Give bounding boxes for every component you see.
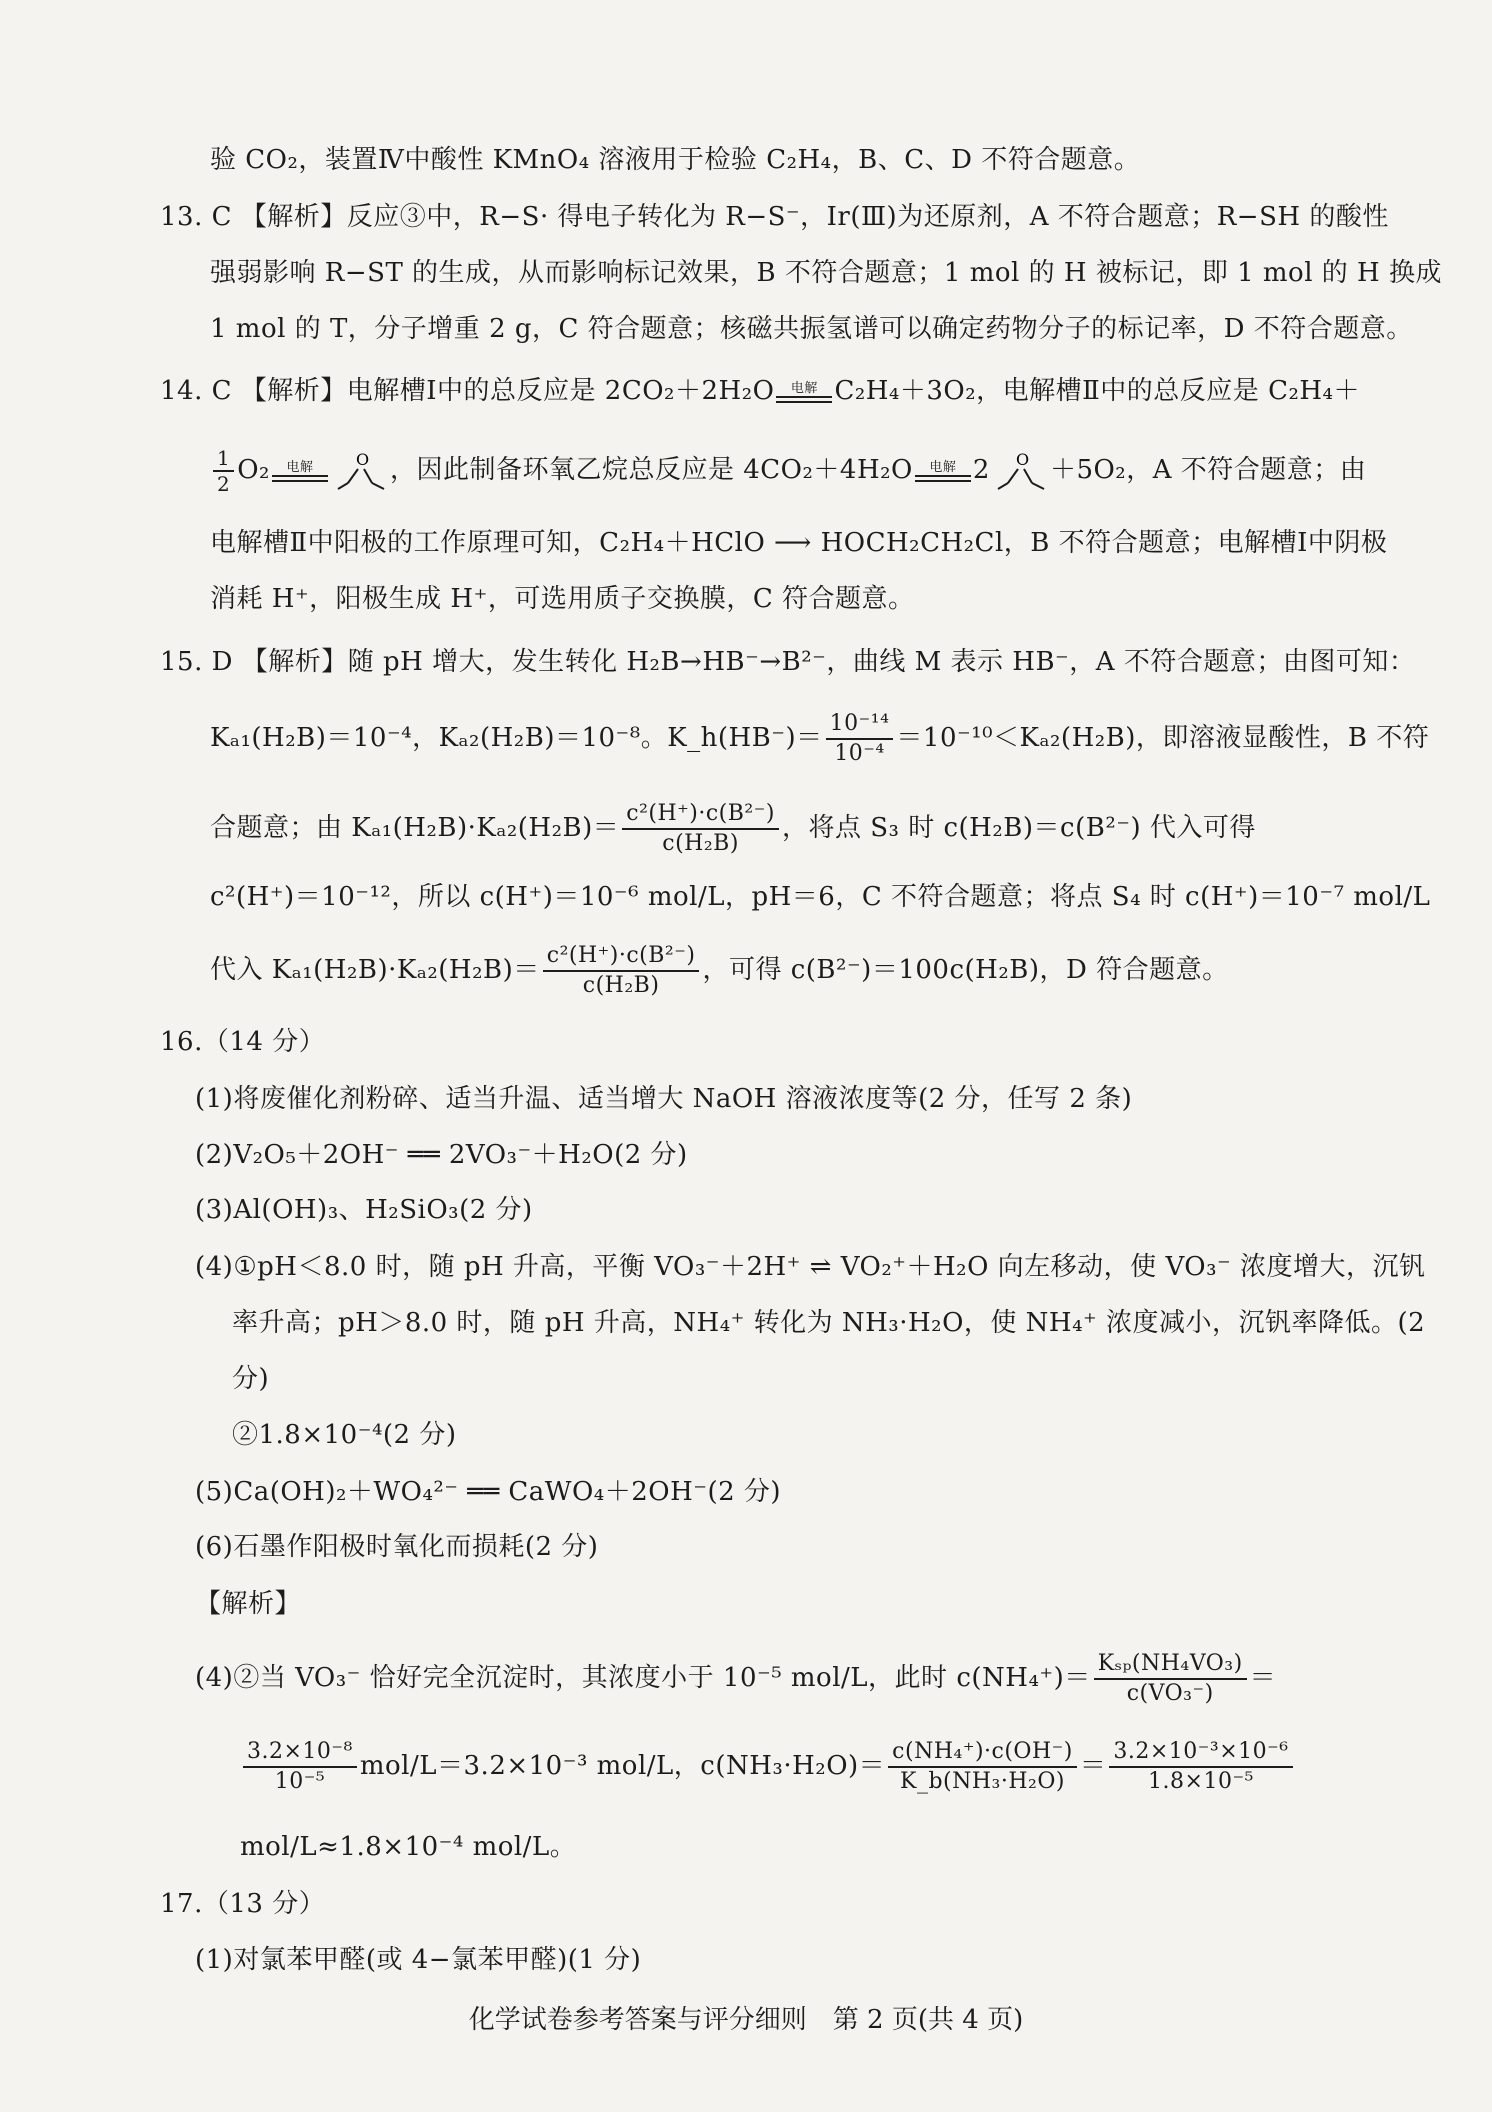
text-line: (4)①pH＜8.0 时，随 pH 升高，平衡 VO₃⁻＋2H⁺ ⇌ VO₂⁺＋H₂O 向左移动，使 VO₃⁻ 浓度增大，沉钒: [195, 1252, 1426, 1282]
text-line: c²(H⁺)＝10⁻¹²，所以 c(H⁺)＝10⁻⁶ mol/L，pH＝6，C 不符合题意；将点 S₄ 时 c(H⁺)＝10⁻⁷ mol/L: [210, 882, 1431, 912]
text-line: 分): [232, 1364, 270, 1394]
text-line: 验 CO₂，装置Ⅳ中酸性 KMnO₄ 溶液用于检验 C₂H₄，B、C、D 不符合题意。: [210, 145, 1141, 175]
equation-line: (4)②当 VO₃⁻ 恰好完全沉淀时，其浓度小于 10⁻⁵ mol/L，此时 c(NH₄⁺)＝ $\frac{\text{Kₛₚ(NH₄VO₃)}}{\text{c(VO₃⁻)}}$ ＝: [195, 1651, 1277, 1706]
text-line: 强弱影响 R−ST 的生成，从而影响标记效果，B 不符合题意；1 mol 的 H 被标记，即 1 mol 的 H 换成: [210, 258, 1442, 288]
text-line: (1)将废催化剂粉碎、适当升温、适当增大 NaOH 溶液浓度等(2 分，任写 2 条): [195, 1084, 1133, 1114]
equation-line: $\frac{1}{2}$ O₂ 电解 O ，因此制备环氧乙烷总反应是 4CO₂＋4H₂O 电解 2 O ＋5O₂，A 不符合题意；由: [210, 446, 1366, 496]
answer-14-line: [160, 374, 1360, 408]
answer-17-heading: 17.（13 分）: [160, 1889, 326, 1919]
epoxide-structure-icon: [990, 451, 1050, 491]
electrolysis-arrow: 电解: [915, 461, 971, 482]
text-line: 1 mol 的 T，分子增重 2 g，C 符合题意；核磁共振氢谱可以确定药物分子的标记率，D 不符合题意。: [210, 314, 1413, 344]
electrolysis-arrow: 电解: [776, 382, 832, 403]
fraction-ksp: $\frac{\text{Kₛₚ(NH₄VO₃)}}{\text{c(VO₃⁻)}}$: [1094, 1650, 1247, 1708]
fraction-kb: $\frac{\text{c(NH₄⁺)·c(OH⁻)}}{\text{K\_b(NH₃·H₂O)}}$: [888, 1738, 1077, 1796]
text-line: (5)Ca(OH)₂＋WO₄²⁻ ══ CaWO₄＋2OH⁻(2 分): [195, 1477, 782, 1507]
equation-line: $\frac{\text{3.2×10⁻⁸}}{\text{10⁻⁵}}$ mol/L＝3.2×10⁻³ mol/L，c(NH₃·H₂O)＝ $\frac{\text{c(NH₄⁺)·c(OH⁻)}}{\text{K\_b(NH₃·H₂O)}}$ ＝ $\frac{\text{3.2×10⁻³×10⁻⁶}}{\text{1.8×10⁻⁵}}$: [240, 1738, 1296, 1796]
fraction-ka-s3: $\frac{\text{c²(H⁺)·c(B²⁻)}}{\text{c(H₂B)}}$: [622, 800, 779, 858]
text-line: ②1.8×10⁻⁴(2 分): [232, 1420, 457, 1450]
equation-part: C₂H₄＋3O₂，电解槽Ⅱ中的总反应是 C₂H₄＋: [834, 376, 1360, 406]
equation-line: Kₐ₁(H₂B)＝10⁻⁴，Kₐ₂(H₂B)＝10⁻⁸。K_h(HB⁻)＝ $\frac{\text{10⁻¹⁴}}{\text{10⁻⁴}}$ ＝10⁻¹⁰＜Kₐ₂(H₂B)，即溶液显酸性，B 不符: [210, 711, 1430, 766]
fraction-half: $\frac{1}{2}$: [213, 446, 234, 496]
text-line: mol/L≈1.8×10⁻⁴ mol/L。: [240, 1832, 577, 1862]
svg-text:O: O: [355, 451, 370, 469]
fraction-conc: $\frac{\text{3.2×10⁻⁸}}{\text{10⁻⁵}}$: [243, 1738, 357, 1796]
text-line: 消耗 H⁺，阳极生成 H⁺，可选用质子交换膜，C 符合题意。: [210, 584, 915, 614]
fraction-result: $\frac{\text{3.2×10⁻³×10⁻⁶}}{\text{1.8×10⁻⁵}}$: [1109, 1738, 1292, 1796]
fraction-ka-s4: $\frac{\text{c²(H⁺)·c(B²⁻)}}{\text{c(H₂B)}}$: [543, 942, 700, 1000]
text-line: (3)Al(OH)₃、H₂SiO₃(2 分): [195, 1195, 533, 1225]
analysis-heading: 【解析】: [195, 1589, 302, 1619]
text-line: (2)V₂O₅＋2OH⁻ ══ 2VO₃⁻＋H₂O(2 分): [195, 1140, 688, 1170]
equation-line: 代入 Kₐ₁(H₂B)·Kₐ₂(H₂B)＝ $\frac{\text{c²(H⁺)·c(B²⁻)}}{\text{c(H₂B)}}$ ，可得 c(B²⁻)＝100c(H₂B)，D 符合题意。: [210, 943, 1229, 998]
text-line: (1)对氯苯甲醛(或 4−氯苯甲醛)(1 分): [195, 1945, 642, 1975]
answer-16-heading: 16.（14 分）: [160, 1027, 326, 1057]
text-line: (6)石墨作阳极时氧化而损耗(2 分): [195, 1532, 599, 1562]
electrolysis-arrow: 电解: [272, 461, 328, 482]
equation-line: 合题意；由 Kₐ₁(H₂B)·Kₐ₂(H₂B)＝ $\frac{\text{c²(H⁺)·c(B²⁻)}}{\text{c(H₂B)}}$ ，将点 S₃ 时 c(H₂B)＝c(B²⁻) 代入可得: [210, 801, 1256, 856]
page-footer: 化学试卷参考答案与评分细则 第 2 页(共 4 页): [468, 2005, 1024, 2035]
answer-15-line: 15. D 【解析】随 pH 增大，发生转化 H₂B→HB⁻→B²⁻，曲线 M 表示 HB⁻，A 不符合题意；由图可知：: [160, 647, 1416, 677]
svg-text:O: O: [1015, 451, 1030, 469]
text-line: 率升高；pH＞8.0 时，随 pH 升高，NH₄⁺ 转化为 NH₃·H₂O，使 NH₄⁺ 浓度减小，沉钒率降低。(2: [232, 1308, 1426, 1338]
fraction-kh: $\frac{\text{10⁻¹⁴}}{\text{10⁻⁴}}$: [826, 710, 894, 768]
equation-part: 14. C 【解析】电解槽Ⅰ中的总反应是 2CO₂＋2H₂O: [160, 376, 775, 406]
answer-13-line: 13. C 【解析】反应③中，R−S· 得电子转化为 R−S⁻，Ir(Ⅲ)为还原剂，A 不符合题意；R−SH 的酸性: [160, 202, 1389, 232]
epoxide-structure-icon: [330, 451, 390, 491]
text-line: 电解槽Ⅱ中阳极的工作原理可知，C₂H₄＋HClO ⟶ HOCH₂CH₂Cl，B 不符合题意；电解槽Ⅰ中阴极: [210, 528, 1388, 558]
